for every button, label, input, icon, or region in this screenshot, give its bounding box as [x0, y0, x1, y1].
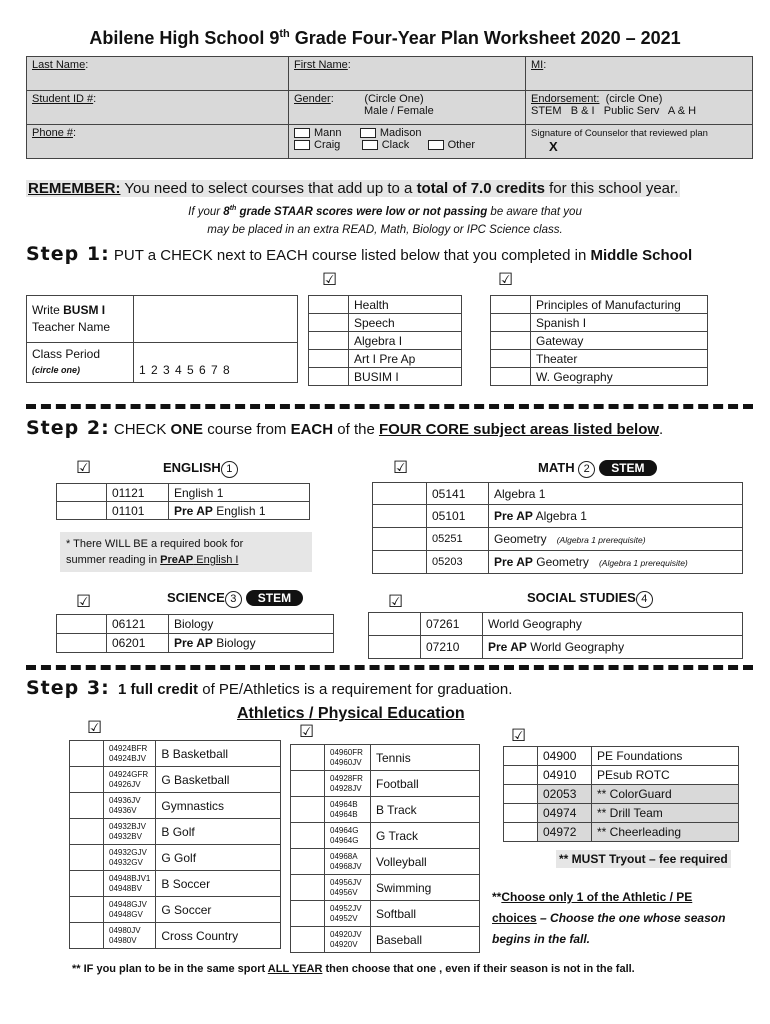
checkbox-cell[interactable]	[373, 505, 427, 528]
checkmark-icon: ☑	[393, 458, 409, 478]
table-row: 04964B 04964B B Track	[291, 797, 480, 823]
table-row: 04948GJV 04948GV G Soccer	[70, 897, 281, 923]
staar-note-1: If your 8th grade STAAR scores were low or not passing be aware that you	[188, 205, 582, 218]
same-sport-note: ** IF you plan to be in the same sport ALL YEAR then choose that one , even if their season is not in the fall.	[72, 963, 635, 975]
table-row: 04936JV 04936V Gymnastics	[70, 793, 281, 819]
table-row: 04928FR 04928JV Football	[291, 771, 480, 797]
checkbox-cell[interactable]	[70, 897, 104, 923]
checkbox-cell[interactable]	[504, 823, 538, 842]
table-row: 04900 PE Foundations	[504, 747, 739, 766]
checkbox-cell[interactable]	[373, 551, 427, 574]
middle-school-list-a: Health Speech Algebra I Art I Pre Ap BUSIM I	[308, 295, 462, 386]
checkbox-cell[interactable]	[291, 927, 325, 953]
table-row: 04964G 04964G G Track	[291, 823, 480, 849]
checkbox-cell[interactable]	[504, 785, 538, 804]
section-divider	[26, 404, 753, 409]
campus-craig-checkbox[interactable]	[294, 140, 310, 150]
table-row: 04956JV 04956V Swimming	[291, 875, 480, 901]
endorsement-label: Endorsement:	[531, 93, 600, 105]
checkbox-cell[interactable]	[70, 923, 104, 949]
table-row: 04920JV 04920V Baseball	[291, 927, 480, 953]
phone-field[interactable]: Phone #	[32, 127, 73, 139]
checkbox-cell[interactable]	[57, 634, 107, 653]
gender-options[interactable]: Male / Female	[364, 105, 434, 117]
checkbox-cell[interactable]	[504, 804, 538, 823]
checkbox-cell[interactable]	[291, 849, 325, 875]
gender-label: Gender	[294, 93, 331, 105]
table-row: 04952JV 04952V Softball	[291, 901, 480, 927]
checkbox-cell[interactable]	[309, 368, 349, 386]
student-info-table: Last Name: First Name: MI: Student ID #: Gender: (Circle One) Male / Female Endorsement: (circle One) STEM B & I Public Serv A & H Phone #: Mann Madison Craig Clack Other Signature of Counselor that reviewed plan X	[26, 56, 753, 159]
checkbox-cell[interactable]	[491, 296, 531, 314]
checkbox-cell[interactable]	[309, 332, 349, 350]
pe-table	[503, 746, 739, 842]
stem-badge: STEM	[246, 590, 303, 606]
checkmark-icon: ☑	[76, 458, 92, 478]
remember-note: REMEMBER: You need to select courses that add up to a total of 7.0 credits for this school year.	[28, 180, 679, 197]
section-divider	[26, 665, 753, 670]
table-row: 04960FR 04960JV Tennis	[291, 745, 480, 771]
checkbox-cell[interactable]	[57, 615, 107, 634]
checkbox-cell[interactable]	[57, 484, 107, 502]
step2-heading: Step 2: CHECK ONE course from EACH of the FOUR CORE subject areas listed below.	[26, 417, 664, 439]
checkbox-cell[interactable]	[291, 771, 325, 797]
signature-field[interactable]: X	[549, 139, 558, 154]
class-period-options[interactable]: 1 2 3 4 5 6 7 8	[134, 343, 298, 383]
checkbox-cell[interactable]	[291, 875, 325, 901]
tryout-note: ** MUST Tryout – fee required	[556, 850, 731, 868]
table-row: 04932GJV 04932GV G Golf	[70, 845, 281, 871]
endorsement-options[interactable]: STEM B & I Public Serv A & H	[531, 105, 697, 117]
checkbox-cell[interactable]	[70, 767, 104, 793]
checkbox-cell[interactable]	[373, 528, 427, 551]
checkbox-cell[interactable]	[491, 332, 531, 350]
teacher-name-input[interactable]	[134, 296, 298, 343]
checkmark-icon: ☑	[87, 718, 103, 738]
checkbox-cell[interactable]	[70, 741, 104, 767]
checkbox-cell[interactable]	[369, 636, 421, 659]
checkbox-cell[interactable]	[70, 819, 104, 845]
page-title: Abilene High School 9th Grade Four-Year Plan Worksheet 2020 – 2021	[89, 28, 681, 48]
checkbox-cell[interactable]	[491, 350, 531, 368]
checkbox-cell[interactable]	[309, 296, 349, 314]
table-row: 02053 ** ColorGuard	[504, 785, 739, 804]
checkbox-cell[interactable]	[70, 871, 104, 897]
busm-teacher-table: Write BUSM I Teacher Name Class Period (circle one) 1 2 3 4 5 6 7 8	[26, 295, 298, 383]
athletics-heading: Athletics / Physical Education	[237, 705, 465, 722]
table-row: 04932BJV 04932BV B Golf	[70, 819, 281, 845]
table-row: 04974 ** Drill Team	[504, 804, 739, 823]
checkbox-cell[interactable]	[291, 901, 325, 927]
last-name-field[interactable]: Last Name	[32, 59, 86, 71]
step1-heading: Step 1: PUT a CHECK next to EACH course listed below that you completed in Middle School	[26, 243, 693, 265]
english-heading: ENGLISH 1	[163, 460, 238, 478]
math-heading: MATH 2 STEM	[538, 460, 657, 478]
staar-note-2: may be placed in an extra READ, Math, Biology or IPC Science class.	[207, 224, 563, 236]
table-row: 04968A 04968JV Volleyball	[291, 849, 480, 875]
checkmark-icon: ☑	[76, 592, 92, 612]
checkmark-icon: ☑	[322, 270, 338, 290]
checkbox-cell[interactable]	[70, 845, 104, 871]
checkbox-cell[interactable]	[291, 823, 325, 849]
middle-school-list-b: Principles of Manufacturing Spanish I Gateway Theater W. Geography	[490, 295, 708, 386]
stem-badge: STEM	[599, 460, 656, 476]
checkbox-cell[interactable]	[309, 350, 349, 368]
signature-label: Signature of Counselor that reviewed plan	[531, 128, 708, 139]
campus-clack-checkbox[interactable]	[362, 140, 378, 150]
checkmark-icon: ☑	[388, 592, 404, 612]
mi-field[interactable]: MI	[531, 59, 544, 71]
checkbox-cell[interactable]	[369, 613, 421, 636]
campus-other-checkbox[interactable]	[428, 140, 444, 150]
checkbox-cell[interactable]	[373, 483, 427, 505]
table-row: 04980JV 04980V Cross Country	[70, 923, 281, 949]
checkbox-cell[interactable]	[309, 314, 349, 332]
first-name-field[interactable]: First Name	[294, 59, 348, 71]
science-heading: SCIENCE 3 STEM	[167, 590, 303, 608]
checkbox-cell[interactable]	[491, 314, 531, 332]
english-reading-note: * There WILL BE a required book for summer reading in PreAP English I	[60, 532, 312, 572]
checkmark-icon: ☑	[498, 270, 514, 290]
table-row: 04948BJV1 04948BV B Soccer	[70, 871, 281, 897]
checkmark-icon: ☑	[299, 722, 315, 742]
step3-heading: Step 3: 1 full credit of PE/Athletics is a requirement for graduation.	[26, 677, 513, 699]
math-table: 05141 Algebra 1 05101 Pre AP Algebra 1 05251 Geometry (Algebra 1 prerequisite) 05203 Pre AP Geometry (Algebra 1 prerequisite)	[372, 482, 743, 574]
checkbox-cell[interactable]	[291, 797, 325, 823]
campus-mann-checkbox[interactable]	[294, 128, 310, 138]
table-row: 04910 PEsub ROTC	[504, 766, 739, 785]
checkbox-cell[interactable]	[491, 368, 531, 386]
checkbox-cell[interactable]	[70, 793, 104, 819]
athletics-table-1	[69, 740, 281, 949]
checkbox-cell[interactable]	[57, 502, 107, 520]
student-id-field[interactable]: Student ID #	[32, 93, 94, 105]
checkbox-cell[interactable]	[504, 766, 538, 785]
choose-one-note: **Choose only 1 of the Athletic / PE choices – Choose the one whose season begins in the fall.	[492, 890, 726, 946]
science-table: 06121 Biology 06201 Pre AP Biology	[56, 614, 334, 653]
checkmark-icon: ☑	[511, 726, 527, 746]
table-row: 04924BFR 04924BJV B Basketball	[70, 741, 281, 767]
campus-madison-checkbox[interactable]	[360, 128, 376, 138]
table-row: 04924GFR 04926JV G Basketball	[70, 767, 281, 793]
table-row: 04972 ** Cheerleading	[504, 823, 739, 842]
english-table: 01121 English 1 01101 Pre AP English 1	[56, 483, 310, 520]
checkbox-cell[interactable]	[291, 745, 325, 771]
social-studies-table: 07261 World Geography 07210 Pre AP World Geography	[368, 612, 743, 659]
athletics-table-2	[290, 744, 480, 953]
social-studies-heading: SOCIAL STUDIES 4	[527, 590, 653, 608]
checkbox-cell[interactable]	[504, 747, 538, 766]
